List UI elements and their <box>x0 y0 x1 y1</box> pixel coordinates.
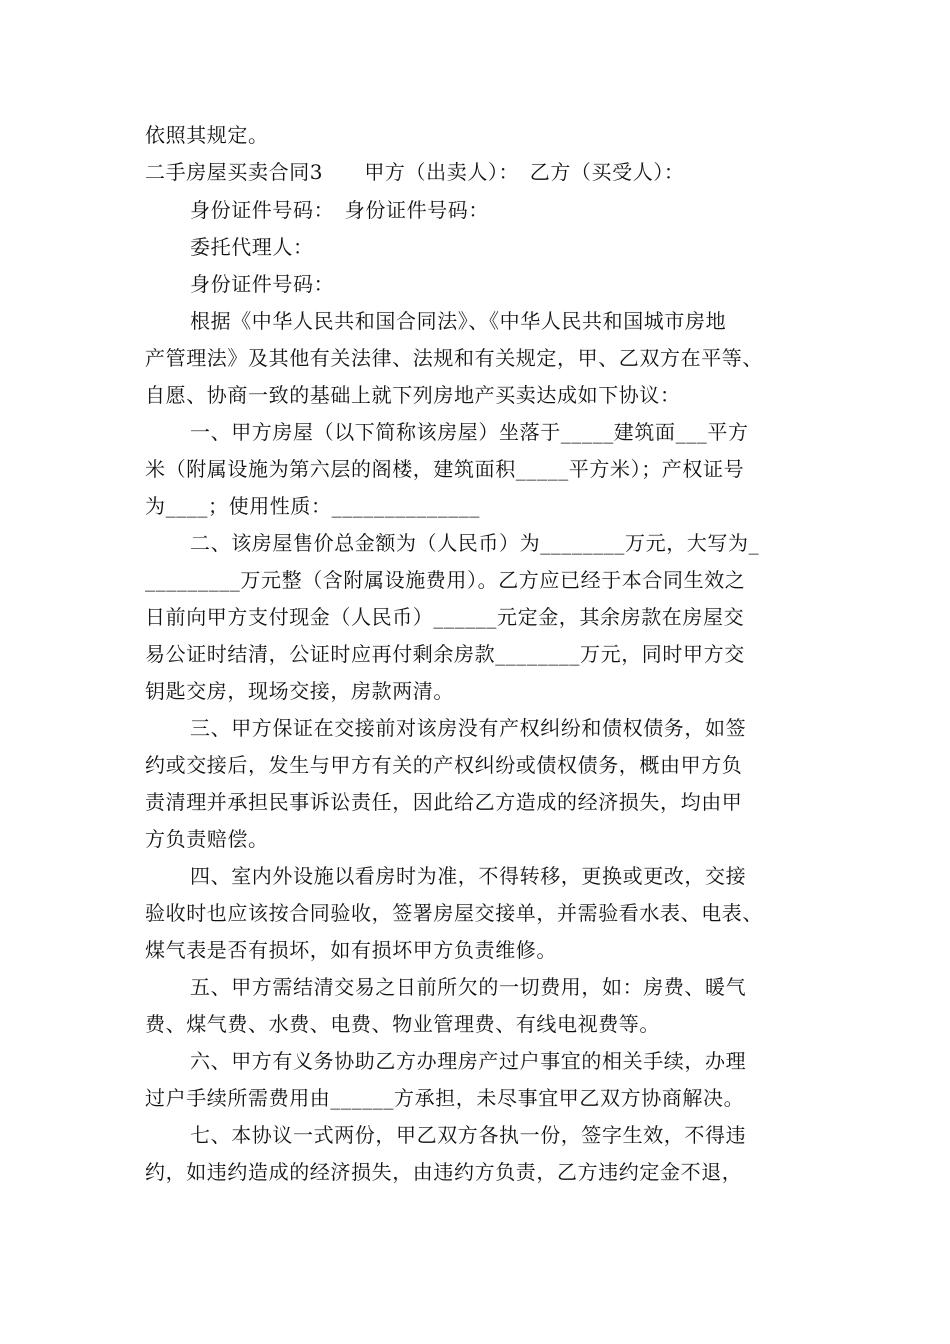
text-line: 身份证件号码： <box>190 272 335 296</box>
text-line: _________万元整（含附属设施费用）。乙方应已经于本合同生效之 <box>145 568 746 592</box>
text-line: 根据《中华人民共和国合同法》、《中华人民共和国城市房地 <box>190 309 727 333</box>
text-line: 依照其规定。 <box>145 123 269 147</box>
text-line: 二手房屋买卖合同3 甲方（出卖人）： 乙方（买受人）： <box>145 160 685 184</box>
text-line: 委托代理人： <box>190 235 314 259</box>
text-line: 为____；使用性质：______________ <box>145 494 480 518</box>
text-line: 费、煤气费、水费、电费、物业管理费、有线电视费等。 <box>145 1012 660 1036</box>
text-line: 日前向甲方支付现金（人民币）______元定金，其余房款在房屋交 <box>145 605 745 629</box>
text-line: 产管理法》及其他有关法律、法规和有关规定，甲、乙双方在平等、 <box>145 346 763 370</box>
text-line: 约，如违约造成的经济损失，由违约方负责，乙方违约定金不退， <box>145 1160 743 1184</box>
text-line: 验收时也应该按合同验收，签署房屋交接单，并需验看水表、电表、 <box>145 901 763 925</box>
text-line: 煤气表是否有损坏，如有损坏甲方负责维修。 <box>145 938 557 962</box>
text-line: 五、甲方需结清交易之日前所欠的一切费用，如：房费、暖气 <box>190 975 747 999</box>
text-line: 责清理并承担民事诉讼责任，因此给乙方造成的经济损失，均由甲 <box>145 790 743 814</box>
text-line: 易公证时结清，公证时应再付剩余房款________万元，同时甲方交 <box>145 642 745 666</box>
text-line: 过户手续所需费用由______方承担，未尽事宜甲乙双方协商解决。 <box>145 1086 745 1110</box>
text-line: 身份证件号码： 身份证件号码： <box>190 198 489 222</box>
text-line: 约或交接后，发生与甲方有关的产权纠纷或债权债务，概由甲方负 <box>145 753 743 777</box>
text-line: 方负责赔偿。 <box>145 827 269 851</box>
text-line: 二、该房屋售价总金额为（人民币）为________万元，大写为_ <box>190 531 760 555</box>
text-line: 一、甲方房屋（以下简称该房屋）坐落于_____建筑面___平方 <box>190 420 749 444</box>
text-line: 六、甲方有义务协助乙方办理房产过户事宜的相关手续，办理 <box>190 1049 747 1073</box>
text-line: 七、本协议一式两份，甲乙双方各执一份，签字生效，不得违 <box>190 1123 747 1147</box>
text-line: 钥匙交房，现场交接，房款两清。 <box>145 679 454 703</box>
text-line: 米（附属设施为第六层的阁楼，建筑面积_____平方米）；产权证号 <box>145 457 745 481</box>
text-line: 自愿、协商一致的基础上就下列房地产买卖达成如下协议： <box>145 383 681 407</box>
text-line: 四、室内外设施以看房时为准，不得转移，更换或更改，交接 <box>190 864 747 888</box>
text-line: 三、甲方保证在交接前对该房没有产权纠纷和债权债务，如签 <box>190 716 747 740</box>
